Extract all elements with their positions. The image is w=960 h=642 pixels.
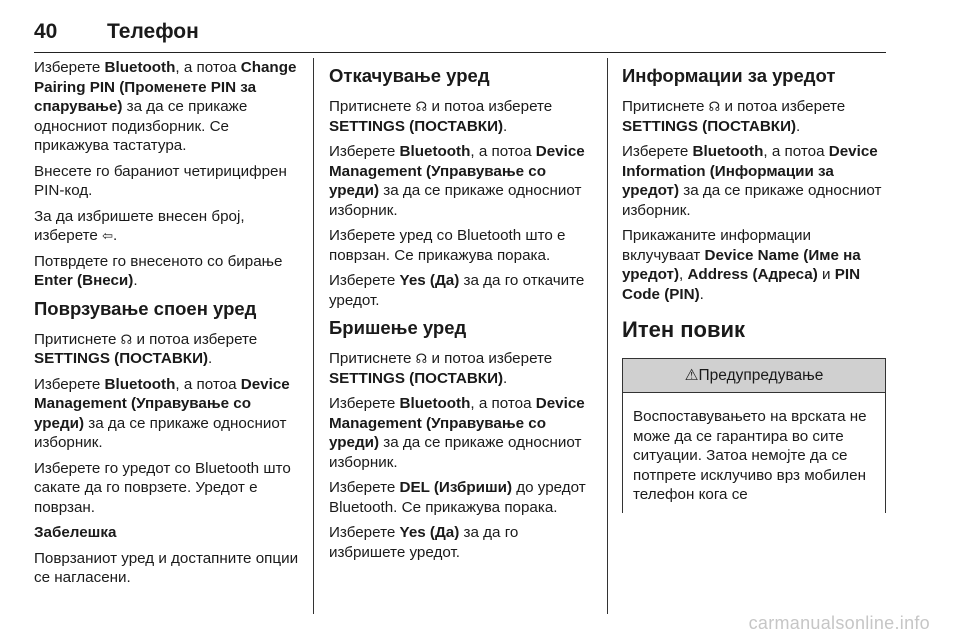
paragraph: Изберете уред со Bluetooth што е поврзан. Се прикажува порака. [329, 227, 566, 264]
note-text: Поврзаниот уред и достапните опции се нагласени. [34, 549, 299, 586]
column-divider [607, 58, 608, 614]
page-number: 40 [34, 20, 58, 43]
paragraph: Изберете Bluetooth, а потоа Device Management (Управување со уреди) за да се прикаже односниот изборник. [329, 143, 585, 219]
paragraph: Притиснете ☊ и потоа изберете SETTINGS (ПОСТАВКИ). [34, 330, 258, 367]
warning-box [622, 358, 886, 513]
paragraph: Изберете Yes (Да) за да го избришете уредот. [329, 524, 519, 561]
paragraph: Прикажаните информации вклучуваат Device Name (Име на уредот), Address (Адреса) и PIN Code (PIN). [622, 227, 861, 303]
warning-text: Воспоставувањето на врската не може да се гарантира во сите ситуации. Затоа немојте да се потпрете исклучиво врз мобилен телефон кога се [633, 408, 867, 503]
section-heading: Информации за уредот [622, 65, 836, 86]
paragraph: Изберете Bluetooth, а потоа Device Management (Управување со уреди) за да се прикаже односниот изборник. [34, 375, 290, 451]
paragraph: Потврдете го внесеното со бирање Enter (Внеси). [34, 252, 283, 289]
column-3 [622, 58, 884, 513]
paragraph: Изберете Yes (Да) за да го откачите уредот. [329, 272, 585, 309]
column-1 [34, 58, 300, 594]
page-title: Телефон [107, 20, 199, 43]
phone-icon: ☊ [708, 99, 721, 114]
section-heading: Поврзување споен уред [34, 297, 257, 319]
page-header [34, 20, 886, 52]
phone-icon: ☊ [415, 351, 428, 366]
paragraph: Внесете го бараниот четирицифрен PIN-код. [34, 162, 287, 199]
column-divider [313, 58, 314, 614]
paragraph: Притиснете ☊ и потоа изберете SETTINGS (ПОСТАВКИ). [329, 350, 553, 387]
note-title: Забелешка [34, 524, 117, 541]
paragraph: Изберете DEL (Избриши) до уредот Bluetooth. Се прикажува порака. [329, 479, 586, 516]
header-rule [34, 52, 886, 53]
paragraph: Изберете Bluetooth, а потоа Change Pairing PIN (Променете PIN за спарување) за да се прикаже односниот подизборник. Се прикажува тастатура. [34, 59, 297, 154]
phone-icon: ☊ [415, 99, 428, 114]
warning-header [623, 358, 885, 393]
column-2 [329, 58, 595, 568]
paragraph: Изберете Bluetooth, а потоа Device Management (Управување со уреди) за да се прикаже односниот изборник. [329, 395, 585, 471]
section-heading-large: Итен повик [622, 317, 746, 342]
section-heading: Бришење уред [329, 317, 467, 338]
watermark: carmanualsonline.info [748, 613, 930, 633]
warning-icon: ⚠ [684, 367, 699, 384]
backspace-icon: ⇦ [102, 228, 113, 243]
paragraph: Притиснете ☊ и потоа изберете SETTINGS (ПОСТАВКИ). [329, 98, 553, 135]
section-heading: Откачување уред [329, 65, 490, 86]
paragraph: Изберете Bluetooth, а потоа Device Information (Информации за уредот) за да се прикаже односниот изборник. [622, 143, 882, 219]
paragraph: Притиснете ☊ и потоа изберете SETTINGS (ПОСТАВКИ). [622, 98, 846, 135]
warning-title: Предупредување [698, 367, 824, 384]
paragraph: Изберете го уредот со Bluetooth што сакате да го поврзете. Уредот е поврзан. [34, 459, 291, 516]
paragraph: За да избришете внесен број, изберете ⇦. [34, 207, 245, 244]
phone-icon: ☊ [120, 331, 133, 347]
